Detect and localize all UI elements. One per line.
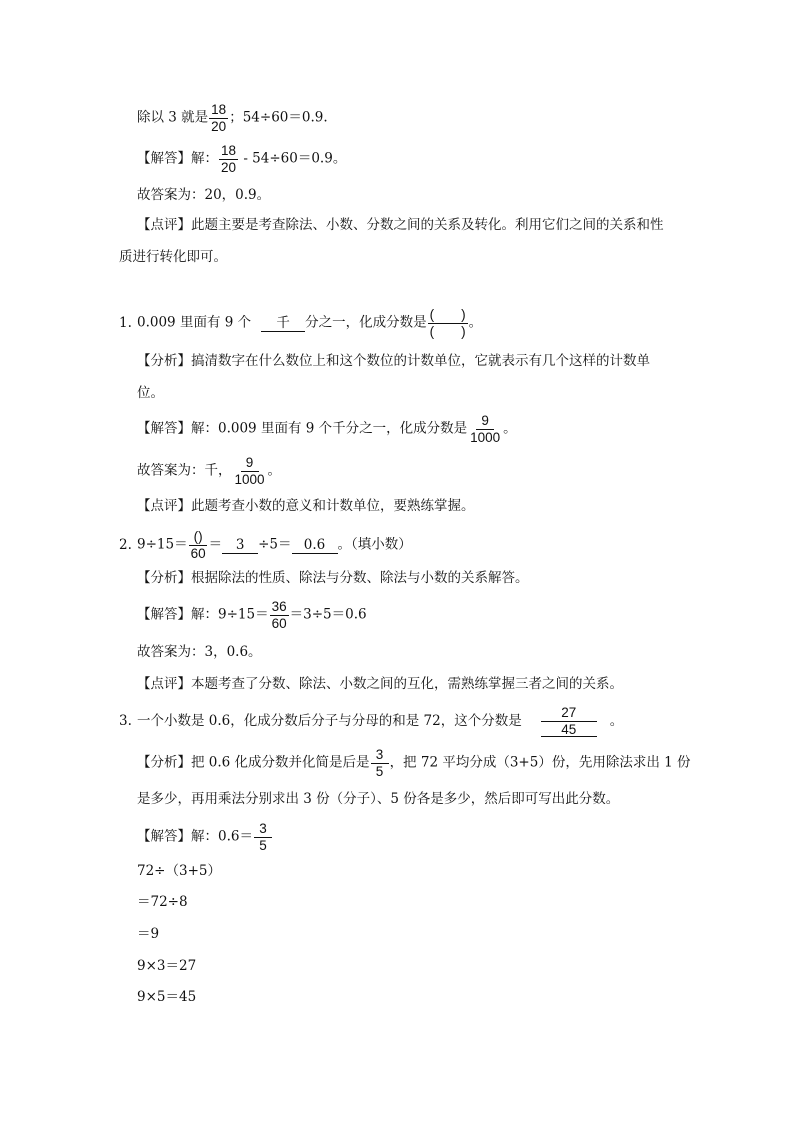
prev-line1-post: ；54÷60＝0.9. — [229, 109, 328, 126]
prev-answer: 【解答】解： $\frac{18}{20}$ - 54÷60＝0.9。 — [137, 143, 347, 175]
answer-tag: 【解答】 — [137, 828, 191, 845]
prev-line1-pre: 除以 3 就是 — [137, 109, 209, 126]
analysis-tag: 【分析】 — [137, 754, 191, 771]
fraction: $\frac{36}{60}$ — [271, 599, 287, 631]
answer-tag: 【解答】 — [137, 420, 191, 437]
question-number: 3. — [119, 713, 132, 729]
q3-step: 9×3＝27 — [137, 958, 197, 974]
fraction: $\frac{3}{5}$ — [371, 748, 389, 778]
fraction: $\frac{9}{1000}$ — [234, 455, 265, 487]
q3-answer: 【解答】解：0.6＝ $\frac{3}{5}$ — [137, 822, 273, 852]
q2-analysis: 【分析】根据除法的性质、除法与分数、除法与小数的关系解答。 — [137, 570, 529, 586]
q2-final: 故答案为：3，0.6。 — [137, 644, 262, 660]
answer-blank: 0.6 — [292, 539, 338, 555]
question-3: 3. 一个小数是 0.6，化成分数后分子与分母的和是 72，这个分数是 $\frac{27}{45}$ 。 — [119, 705, 624, 737]
comment-tag: 【点评】 — [137, 498, 191, 514]
answer-blank: 3 — [222, 539, 258, 555]
q3-step: 72÷（3+5） — [137, 863, 221, 879]
q3-step: ＝72÷8 — [137, 894, 188, 910]
q1-final: 故答案为：千， $\frac{9}{1000}$ 。 — [137, 455, 282, 487]
comment-tag: 【点评】 — [137, 217, 191, 233]
q3-step: 9×5＝45 — [137, 989, 197, 1005]
answer-tag: 【解答】 — [137, 606, 191, 623]
fraction: $\frac{27}{45}$ — [541, 706, 597, 737]
fraction: $\frac{3}{5}$ — [254, 822, 272, 852]
fraction: $\frac{()}{60}$ — [190, 529, 206, 561]
fraction: $\frac{9}{1000}$ — [470, 413, 501, 445]
prev-comment-l2: 质进行转化即可。 — [119, 249, 227, 265]
q1-comment: 【点评】此题考查小数的意义和计数单位，要熟练掌握。 — [137, 498, 475, 514]
q1-analysis: 【分析】搞清数字在什么数位上和这个数位的计数单位，它就表示有几个这样的计数单 — [137, 353, 650, 369]
question-number: 2. — [119, 536, 132, 553]
question-number: 1. — [119, 314, 132, 331]
fraction: $\frac{( )}{( )}$ — [429, 307, 466, 339]
fraction: $\frac{18}{20}$ — [211, 102, 227, 134]
question-2: 2. 9÷15＝ $\frac{()}{60}$ ＝ 3 ÷5＝ 0.6 。（填小数） — [119, 529, 412, 561]
answer-blank: 千 — [261, 317, 305, 333]
q2-comment: 【点评】本题考查了分数、除法、小数之间的互化，需熟练掌握三者之间的关系。 — [137, 676, 623, 692]
q2-answer: 【解答】解：9÷15＝ $\frac{36}{60}$ ＝3÷5＝0.6 — [137, 599, 367, 631]
q1-answer: 【解答】解：0.009 里面有 9 个千分之一，化成分数是 $\frac{9}{1000}$ 。 — [137, 413, 517, 445]
question-1: 1. 0.009 里面有 9 个 千 分之一，化成分数是 $\frac{( )}{( )}$ 。 — [119, 307, 483, 339]
q3-step: ＝9 — [137, 926, 160, 942]
analysis-tag: 【分析】 — [137, 570, 191, 586]
answer-tag: 【解答】 — [137, 150, 191, 167]
q1-analysis-l2: 位。 — [137, 385, 164, 401]
comment-tag: 【点评】 — [137, 676, 191, 692]
q3-analysis-l2: 是多少，再用乘法分别求出 3 份（分子）、5 份各是多少，然后即可写出此分数。 — [137, 791, 620, 807]
analysis-tag: 【分析】 — [137, 353, 191, 369]
prev-comment: 【点评】此题主要是考查除法、小数、分数之间的关系及转化。利用它们之间的关系和性 — [137, 217, 664, 233]
prev-line1 — [137, 103, 328, 133]
q3-analysis: 【分析】把 0.6 化成分数并化简是后是 $\frac{3}{5}$ ，把 72 平均分成（3+5）份，先用除法求出 1 份 — [137, 747, 691, 779]
fraction: $\frac{18}{20}$ — [221, 143, 237, 175]
prev-final: 故答案为：20，0.9。 — [137, 187, 271, 203]
